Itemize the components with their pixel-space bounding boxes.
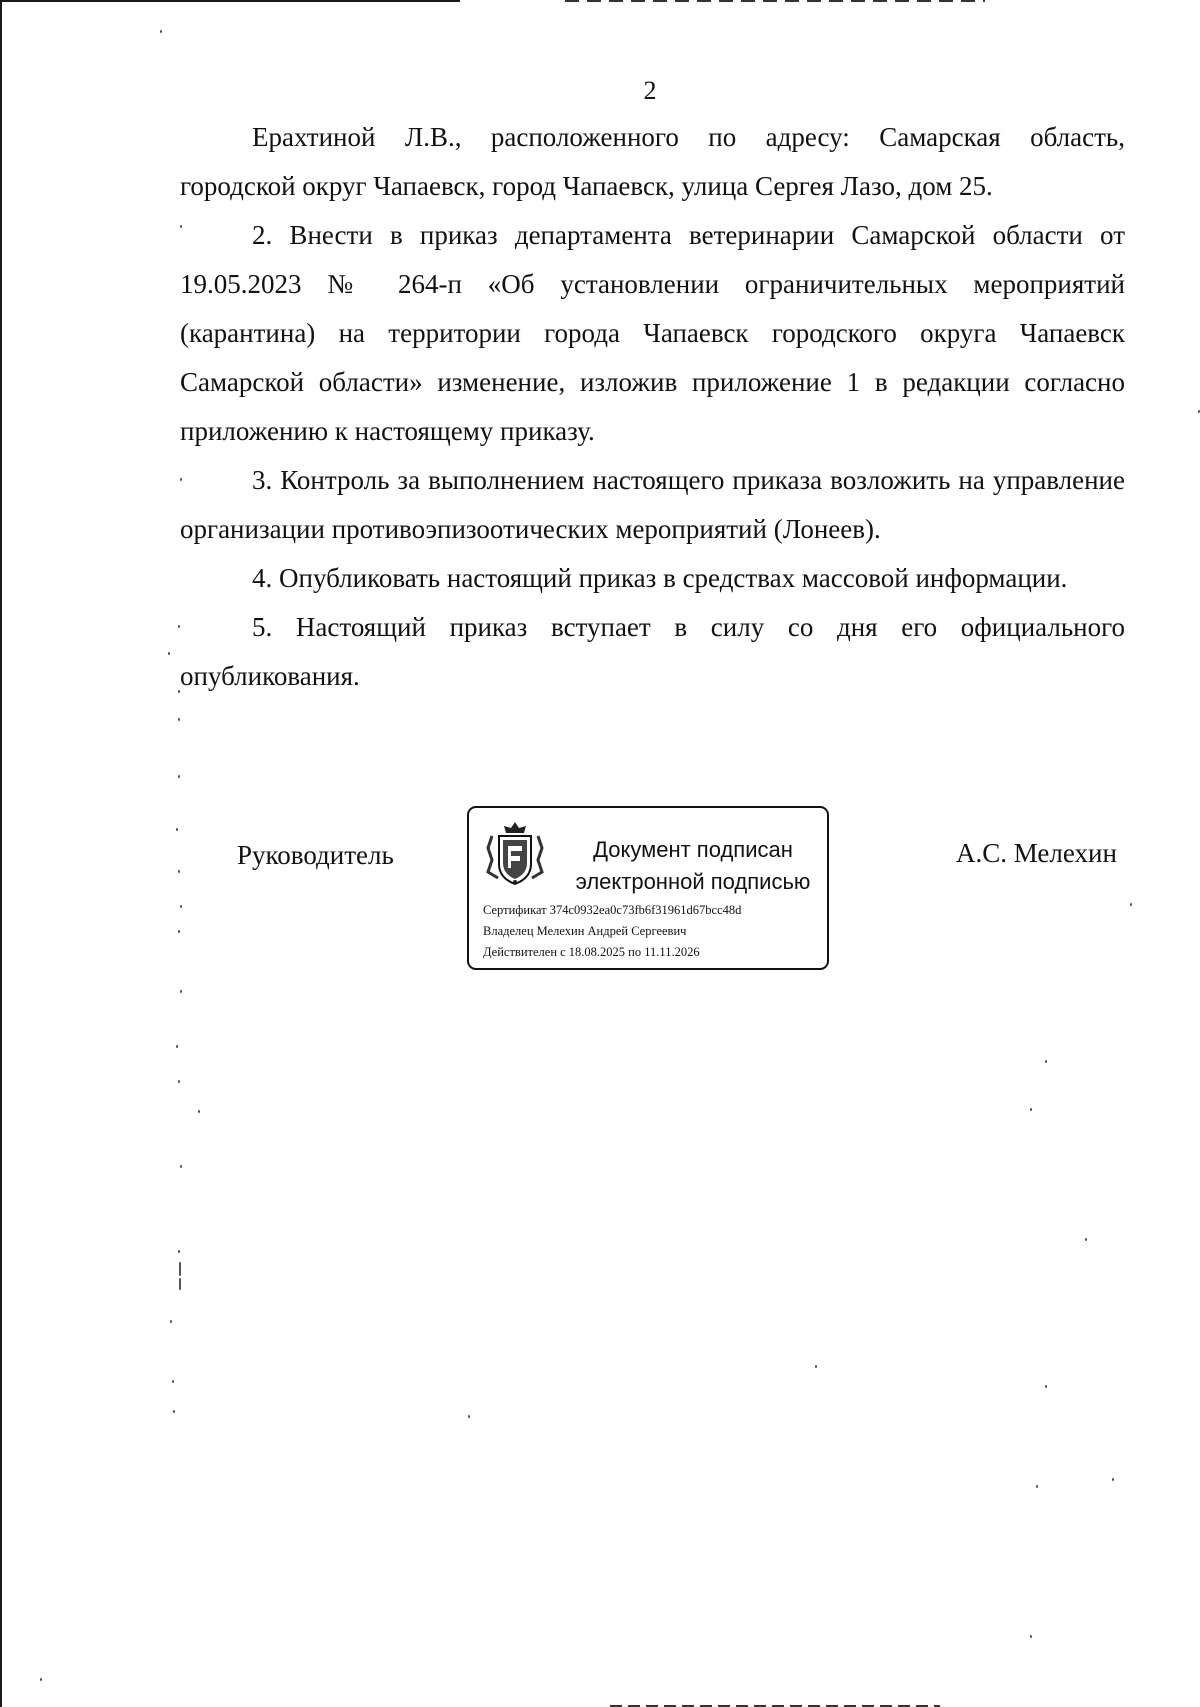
stamp-heading-line-1: Документ подписан (593, 837, 793, 862)
certificate-number: Сертификат 374c0932ea0c73fb6f31961d67bcc48d (483, 903, 742, 917)
paragraph-address-line-1: Ерахтиной Л.В., расположенного по адресу: Самарская область, (252, 122, 1125, 152)
samara-region-coat-of-arms-icon (484, 818, 546, 888)
top-edge-dashes (565, 0, 985, 2)
paragraph-address-line-2: городской округ Чапаевск, город Чапаевск, улица Сергея Лазо, дом 25. (180, 171, 993, 201)
signer-name: А.С. Мелехин (956, 838, 1117, 868)
certificate-validity: Действителен с 18.08.2025 по 11.11.2026 (483, 945, 700, 959)
page-left-edge (0, 0, 2, 1707)
document-body (180, 113, 1125, 701)
signer-position: Руководитель (237, 840, 394, 870)
electronic-signature-stamp (467, 806, 829, 970)
certificate-owner: Владелец Мелехин Андрей Сергеевич (483, 924, 687, 938)
paragraph-item-4: 4. Опубликовать настоящий приказ в средствах массовой информации. (252, 563, 1068, 593)
page-number: 2 (643, 76, 657, 105)
stamp-heading-line-2: электронной подписью (575, 869, 811, 894)
paragraph-item-5: 5. Настоящий приказ вступает в силу со дня его официального опубликования. (180, 612, 1125, 691)
stamp-details (483, 900, 741, 963)
top-edge-line (0, 0, 460, 2)
paragraph-item-3: 3. Контроль за выполнением настоящего приказа возложить на управление организации противоэпизоотических мероприятий (Лонеев). (180, 465, 1125, 544)
paragraph-item-2: 2. Внести в приказ департамента ветеринарии Самарской области от 19.05.2023 № 264-п «Об установлении ограничительных мероприятий (карантина) на территории города Чапаевск городского округа Чапаевск Самарской области» изменение, изложив приложение 1 в редакции согласно приложению к настоящему приказу. (180, 220, 1125, 446)
stamp-heading (569, 834, 817, 898)
